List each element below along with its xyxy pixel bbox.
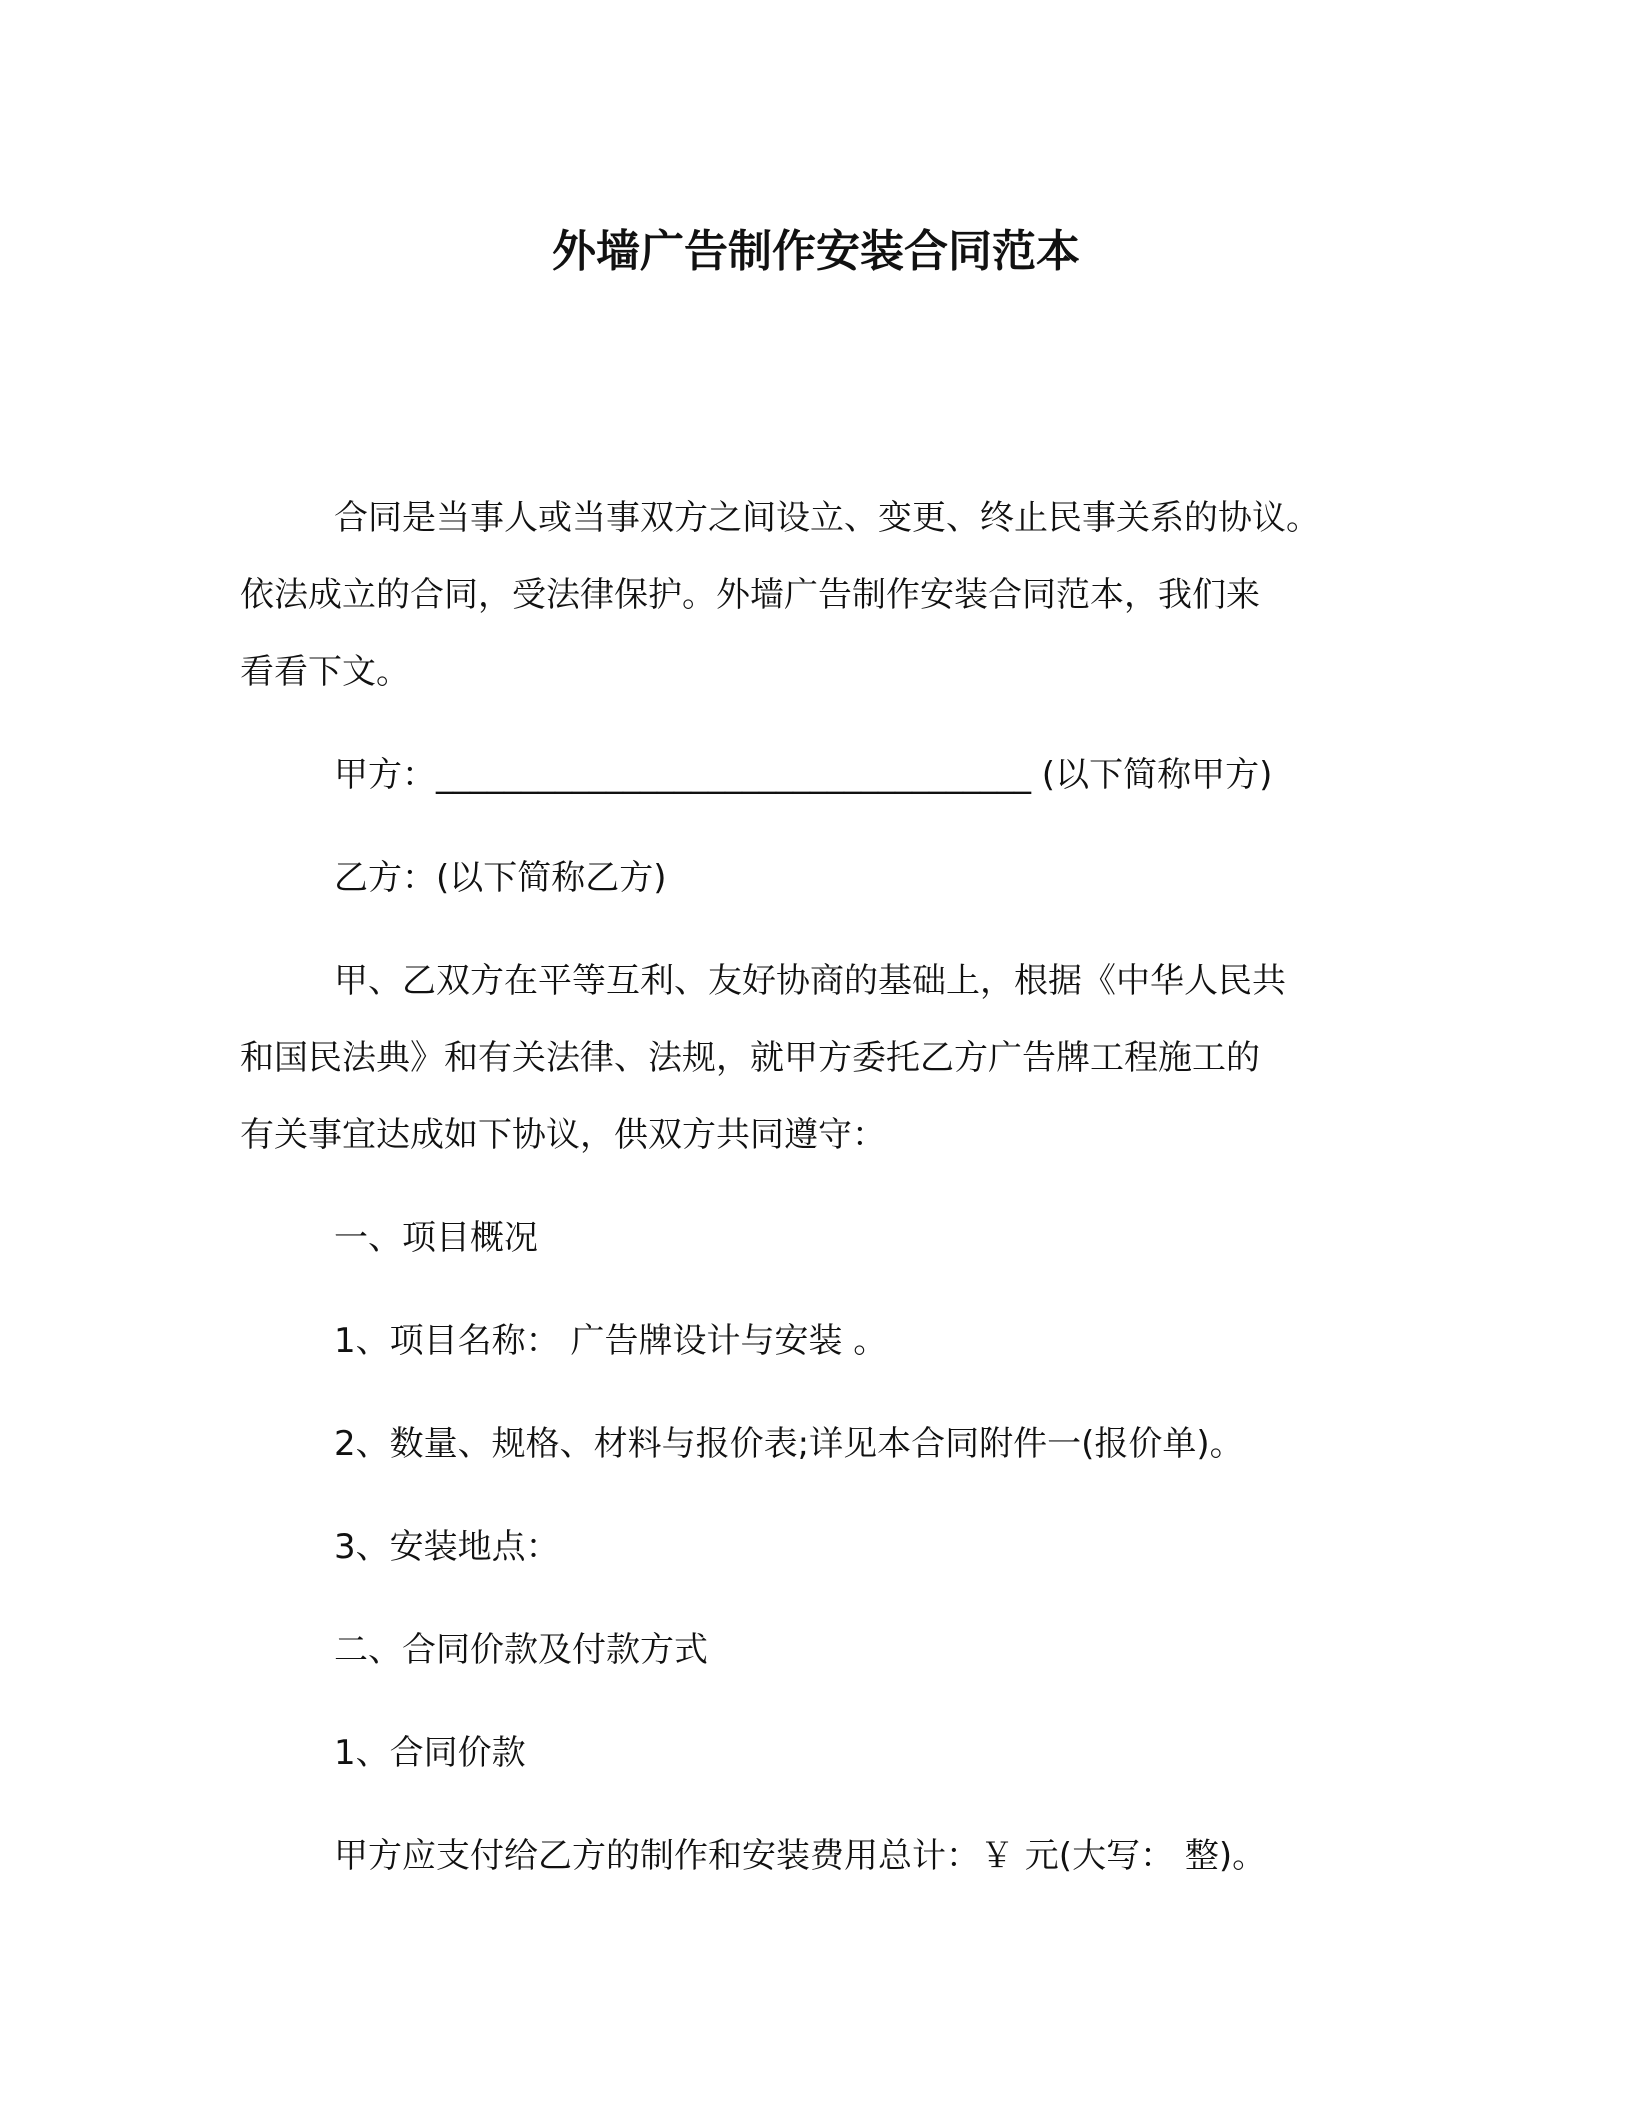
section-1-item-3: 3、安装地点： [334,1527,560,1567]
intro-line-1: 合同是当事人或当事双方之间设立、变更、终止民事关系的协议。 [334,498,1320,538]
document-title: 外墙广告制作安装合同范本 [552,226,1080,277]
payment-line: 甲方应支付给乙方的制作和安装费用总计：￥ 元(大写： 整)。 [334,1836,1267,1876]
section-1-item-2: 2、数量、规格、材料与报价表;详见本合同附件一(报价单)。 [334,1424,1244,1464]
section-1-item-1: 1、项目名称： 广告牌设计与安装 。 [334,1321,888,1361]
preamble-line-1: 甲、乙双方在平等互利、友好协商的基础上，根据《中华人民共 [334,961,1286,1001]
intro-line-2: 依法成立的合同，受法律保护。外墙广告制作安装合同范本，我们来 [240,575,1260,615]
preamble-line-3: 有关事宜达成如下协议，供双方共同遵守： [240,1115,886,1155]
party-b-line: 乙方：(以下简称乙方) [334,858,667,898]
section-2-heading: 二、合同价款及付款方式 [334,1630,708,1670]
intro-line-3: 看看下文。 [240,652,410,692]
preamble-line-2: 和国民法典》和有关法律、法规，就甲方委托乙方广告牌工程施工的 [240,1038,1260,1078]
section-1-heading: 一、项目概况 [334,1218,538,1258]
section-2-item-1: 1、合同价款 [334,1733,526,1773]
party-a-line: 甲方：___________________________________ (以下简称甲方) [334,755,1273,795]
